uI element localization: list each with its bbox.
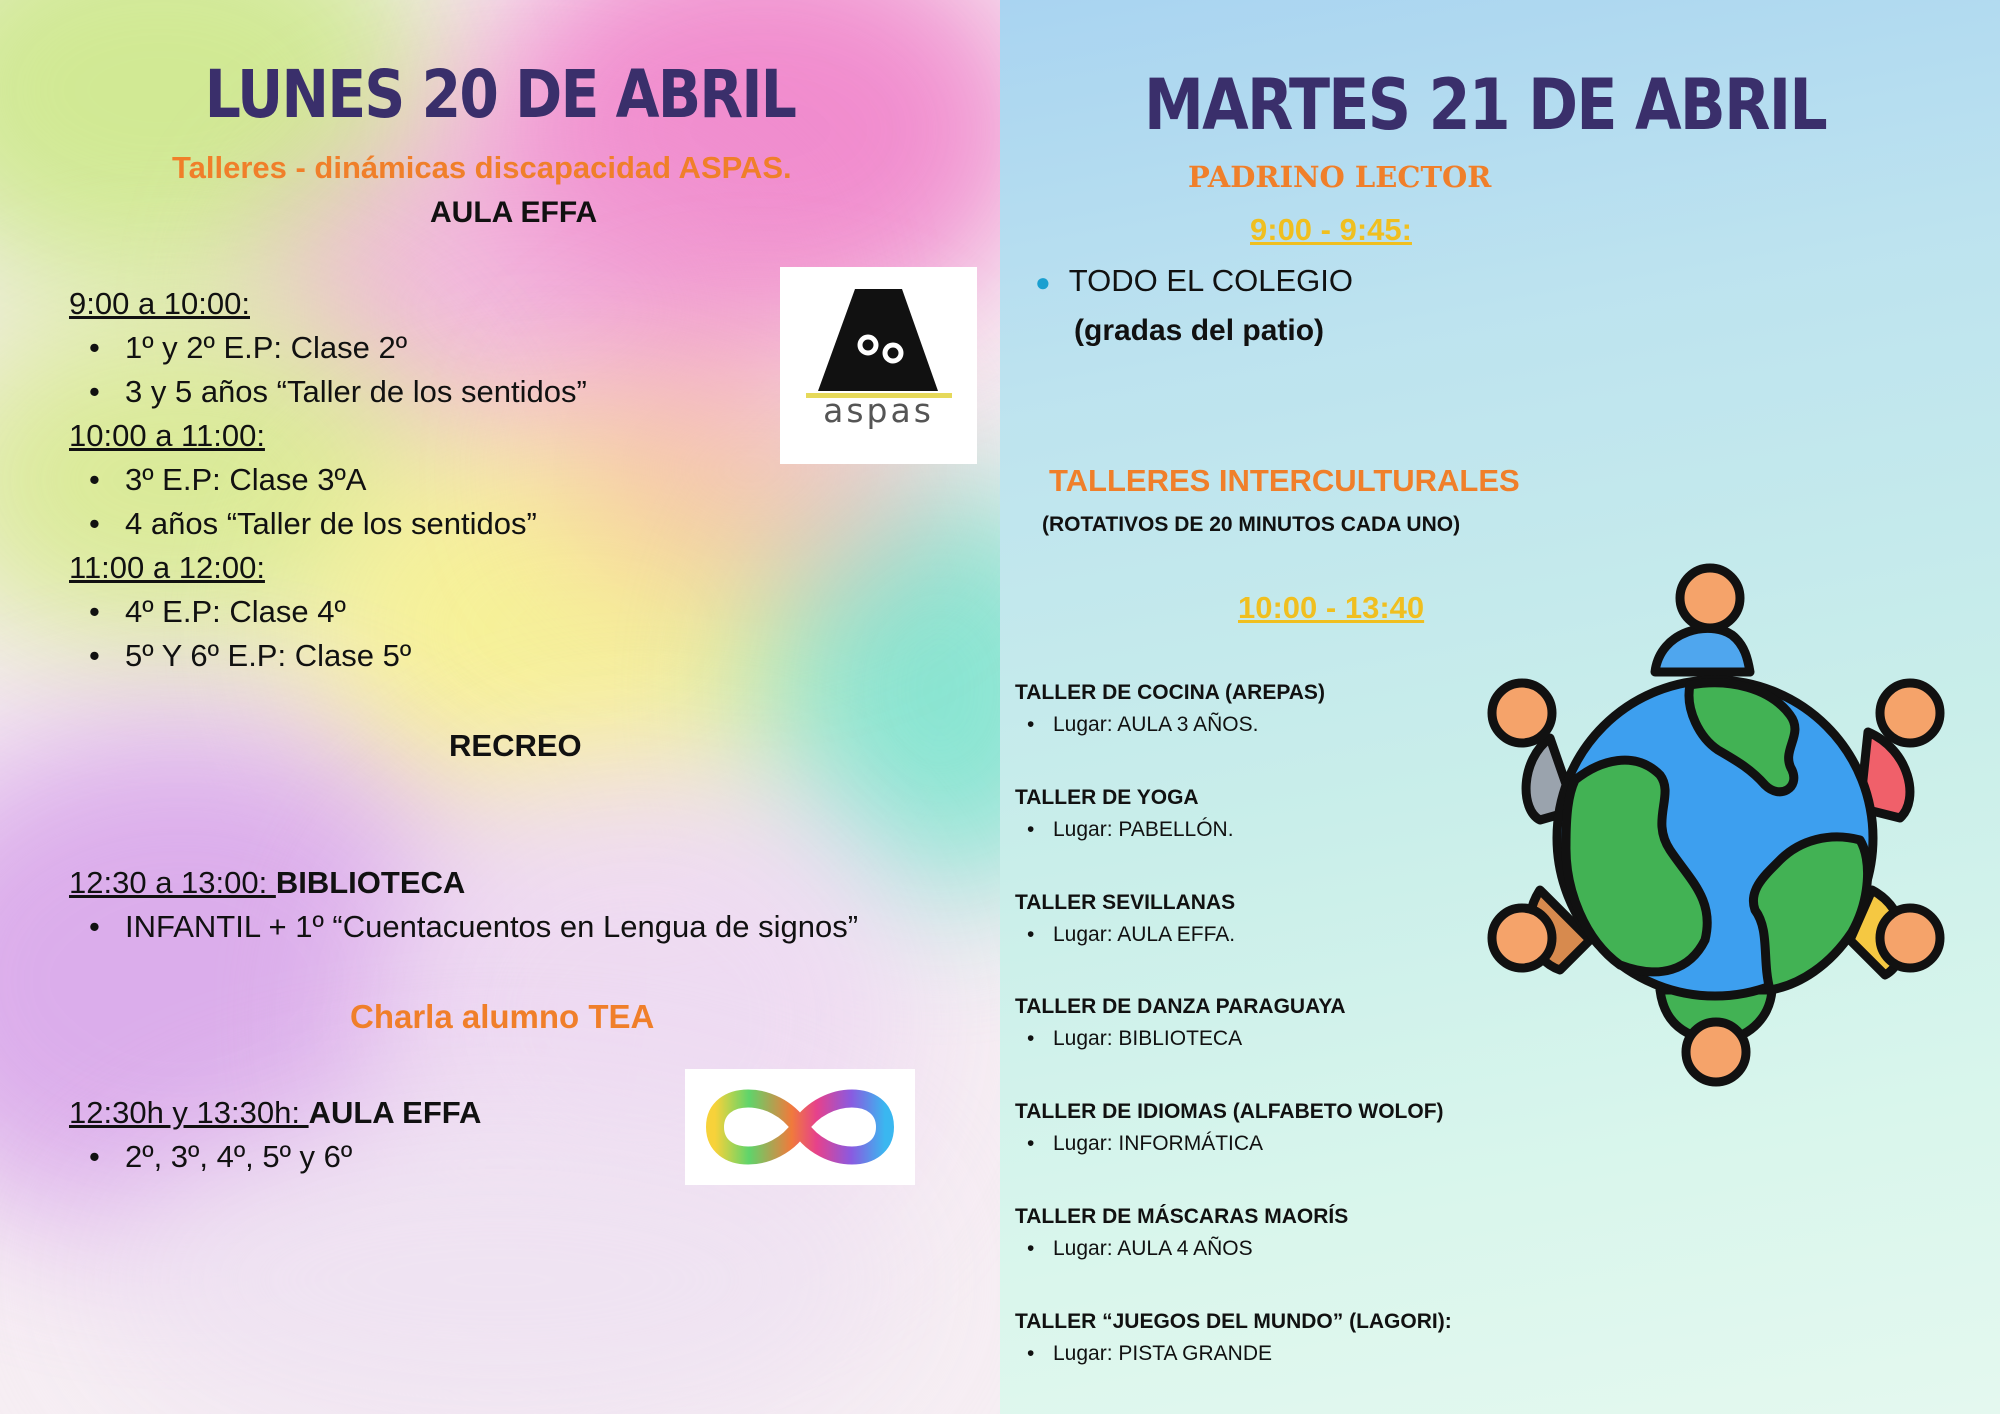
workshop-item bbox=[1015, 992, 1346, 1056]
workshop-place: • Lugar: AULA 4 AÑOS bbox=[1015, 1232, 1348, 1266]
monday-schedule bbox=[69, 282, 587, 678]
workshop-title: TALLER DE MÁSCARAS MAORÍS bbox=[1015, 1205, 1349, 1228]
monday-title: LUNES 20 DE ABRIL bbox=[204, 56, 796, 133]
workshop-item bbox=[1015, 1097, 1444, 1161]
slot-time-1230: 12:30 a 13:00: bbox=[69, 865, 276, 900]
workshop-item bbox=[1015, 678, 1325, 742]
bullet-icon: ● bbox=[1035, 267, 1051, 297]
padrino-title: PADRINO LECTOR bbox=[1188, 160, 1492, 194]
charla-slot bbox=[69, 1091, 481, 1179]
tuesday-title: MARTES 21 DE ABRIL bbox=[1143, 64, 1827, 146]
list-item: • 4 años “Taller de los sentidos” bbox=[69, 502, 587, 546]
infinity-logo bbox=[685, 1069, 915, 1185]
workshop-title: TALLER DE DANZA PARAGUAYA bbox=[1015, 995, 1346, 1018]
slot-time-9: 9:00 a 10:00: bbox=[69, 286, 250, 321]
globe-people-icon bbox=[1480, 560, 1960, 1100]
workshop-title: TALLER DE YOGA bbox=[1015, 786, 1199, 809]
list-item: • INFANTIL + 1º “Cuentacuentos en Lengua de signos” bbox=[69, 905, 858, 949]
talleres-time: 10:00 - 13:40 bbox=[1238, 590, 1425, 625]
padrino-time: 9:00 - 9:45: bbox=[1250, 212, 1412, 247]
monday-subtitle: Talleres - dinámicas discapacidad ASPAS. bbox=[172, 150, 792, 185]
slot-place-biblioteca: BIBLIOTECA bbox=[275, 865, 466, 900]
workshop-place: • Lugar: PISTA GRANDE bbox=[1015, 1337, 1452, 1371]
monday-location: AULA EFFA bbox=[430, 196, 598, 229]
slot-time-charla: 12:30h y 13:30h: bbox=[69, 1095, 309, 1130]
talleres-note: (ROTATIVOS DE 20 MINUTOS CADA UNO) bbox=[1042, 513, 1461, 536]
slot-time-11: 11:00 a 12:00: bbox=[69, 550, 265, 585]
biblioteca-slot bbox=[69, 861, 858, 949]
workshop-item bbox=[1015, 783, 1234, 847]
workshop-place: • Lugar: AULA EFFA. bbox=[1015, 918, 1235, 952]
list-item: • 5º Y 6º E.P: Clase 5º bbox=[69, 634, 587, 678]
workshop-title: TALLER “JUEGOS DEL MUNDO” (LAGORI): bbox=[1015, 1310, 1452, 1333]
workshop-place: • Lugar: INFORMÁTICA bbox=[1015, 1127, 1444, 1161]
workshop-place: • Lugar: PABELLÓN. bbox=[1015, 813, 1234, 847]
workshop-item bbox=[1015, 888, 1235, 952]
workshop-place: • Lugar: AULA 3 AÑOS. bbox=[1015, 708, 1325, 742]
gradas-text: (gradas del patio) bbox=[1074, 314, 1325, 347]
workshop-title: TALLER DE COCINA (AREPAS) bbox=[1015, 681, 1325, 704]
aspas-logo bbox=[780, 267, 977, 464]
charla-title: Charla alumno TEA bbox=[350, 998, 655, 1035]
aspas-a-icon bbox=[780, 267, 977, 464]
list-item: • 2º, 3º, 4º, 5º y 6º bbox=[69, 1135, 481, 1179]
workshop-title: TALLER SEVILLANAS bbox=[1015, 891, 1236, 914]
infinity-icon bbox=[685, 1069, 915, 1185]
recreo-label: RECREO bbox=[449, 728, 582, 763]
workshop-item bbox=[1015, 1307, 1452, 1371]
list-item: • 3 y 5 años “Taller de los sentidos” bbox=[69, 370, 587, 414]
colegio-text: TODO EL COLEGIO bbox=[1068, 263, 1353, 298]
talleres-title: TALLERES INTERCULTURALES bbox=[1049, 463, 1520, 498]
aspas-logo-text: aspas bbox=[823, 391, 934, 430]
list-item: • 4º E.P: Clase 4º bbox=[69, 590, 587, 634]
list-item: • 3º E.P: Clase 3ºA bbox=[69, 458, 587, 502]
workshop-place: • Lugar: BIBLIOTECA bbox=[1015, 1022, 1346, 1056]
workshop-title: TALLER DE IDIOMAS (ALFABETO WOLOF) bbox=[1015, 1100, 1444, 1123]
list-item: • 1º y 2º E.P: Clase 2º bbox=[69, 326, 587, 370]
slot-place-aula: AULA EFFA bbox=[308, 1095, 482, 1130]
workshop-item bbox=[1015, 1202, 1348, 1266]
padrino-item bbox=[1035, 263, 1353, 299]
slot-time-10: 10:00 a 11:00: bbox=[69, 418, 265, 453]
